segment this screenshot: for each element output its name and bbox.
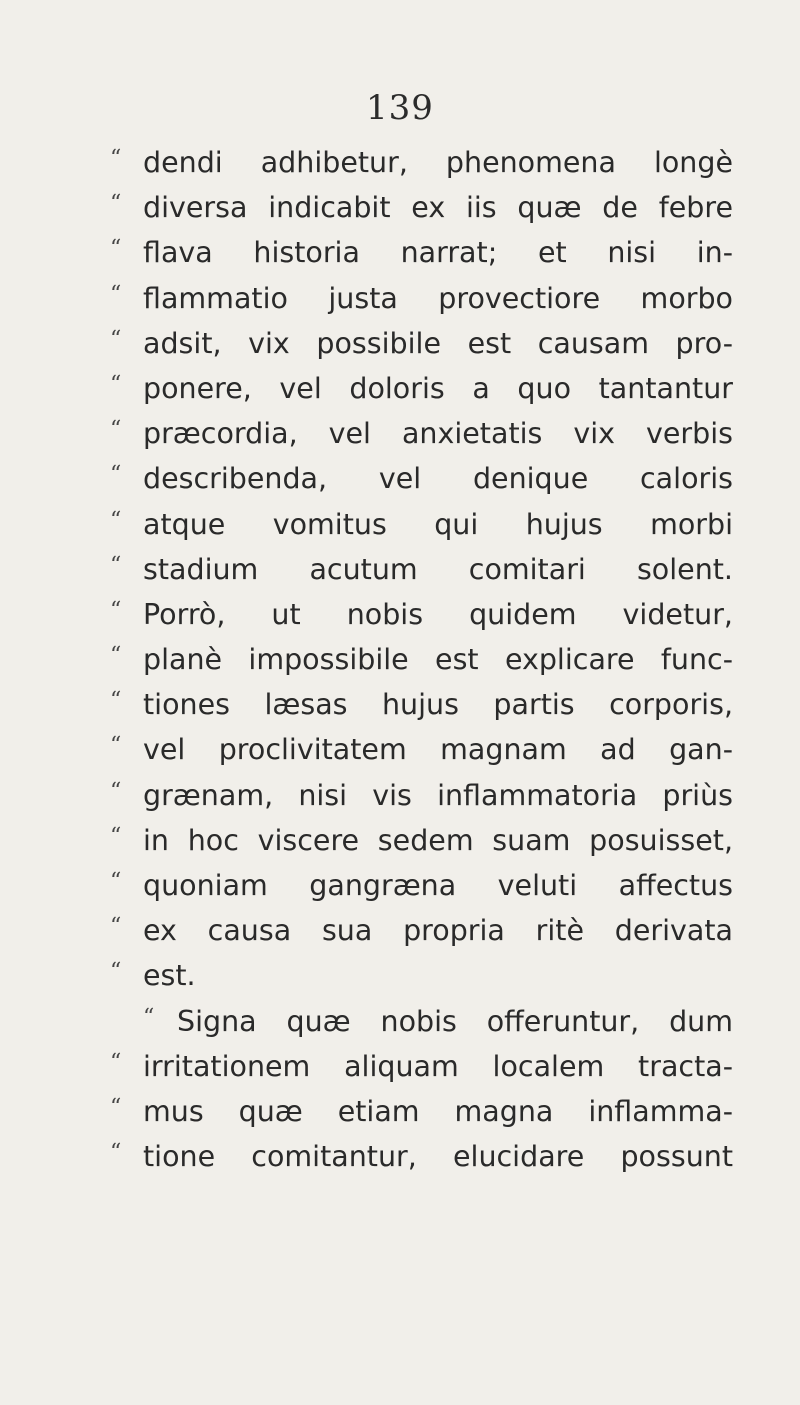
quotation-mark: “ [110,597,122,623]
line-text: vel proclivitatem magnam ad gan- [143,733,733,767]
quotation-mark: “ [110,462,122,488]
text-line [110,321,735,366]
quotation-mark: “ [110,1140,122,1166]
line-text: flammatio justa provectiore morbo [143,281,733,315]
line-text: Signa quæ nobis offeruntur, dum [177,1004,733,1038]
line-text: in hoc viscere sedem suam posuisset, [143,823,733,857]
text-line [110,366,735,411]
line-text: præcordia, vel anxietatis vix verbis [143,417,733,451]
text-line [110,999,735,1044]
line-text: ex causa sua propria ritè derivata [143,914,733,948]
line-text: grænam, nisi vis inflammatoria priùs [143,778,733,812]
text-line [110,140,735,185]
line-text: describenda, vel denique caloris [143,462,733,496]
quotation-mark: “ [110,823,122,849]
quotation-mark: “ [110,552,122,578]
quotation-mark: “ [110,643,122,669]
text-line [110,230,735,275]
text-line [110,637,735,682]
text-line [110,1044,735,1089]
text-line [110,592,735,637]
body-text [110,140,735,1179]
quotation-mark: “ [110,326,122,352]
text-line [110,682,735,727]
text-line [110,547,735,592]
quotation-mark: “ [110,236,122,262]
line-text: irritationem aliquam localem tracta- [143,1049,733,1083]
line-text: ponere, vel doloris a quo tantantur [143,371,733,405]
line-text: mus quæ etiam magna inflamma- [143,1094,733,1128]
text-line [110,1134,735,1179]
quotation-mark: “ [110,507,122,533]
text-line [110,727,735,772]
text-line [110,185,735,230]
page-number: 139 [366,88,434,128]
line-text: adsit, vix possibile est causam pro- [143,326,733,360]
quotation-mark: “ [110,914,122,940]
text-line [110,456,735,501]
line-text: diversa indicabit ex iis quæ de febre [143,191,733,225]
line-text: est. [143,959,196,993]
quotation-mark: “ [110,1094,122,1120]
text-line [110,411,735,456]
text-line [110,773,735,818]
line-text: Porrò, ut nobis quidem videtur, [143,597,733,631]
quotation-mark: “ [110,1049,122,1075]
quotation-mark: “ [110,959,122,985]
line-text: dendi adhibetur, phenomena longè [143,146,733,179]
text-line [110,908,735,953]
text-line [110,818,735,863]
text-line [110,863,735,908]
line-text: quoniam gangræna veluti affectus [143,869,733,902]
line-text: tiones læsas hujus partis corporis, [143,688,733,722]
quotation-mark: “ [143,1004,155,1030]
quotation-mark: “ [110,733,122,759]
text-line [110,1089,735,1134]
line-text: tione comitantur, elucidare possunt [143,1140,733,1174]
text-line [110,502,735,547]
quotation-mark: “ [110,191,122,217]
line-text: planè impossibile est explicare func- [143,643,733,677]
text-line [110,276,735,321]
quotation-mark: “ [110,281,122,307]
line-text: flava historia narrat; et nisi in- [143,236,733,270]
quotation-mark: “ [110,146,122,171]
line-text: atque vomitus qui hujus morbi [143,507,733,541]
quotation-mark: “ [110,417,122,443]
quotation-mark: “ [110,688,122,714]
quotation-mark: “ [110,869,122,894]
quotation-mark: “ [110,778,122,804]
text-line [110,953,735,998]
quotation-mark: “ [110,371,122,397]
line-text: stadium acutum comitari solent. [143,552,733,586]
